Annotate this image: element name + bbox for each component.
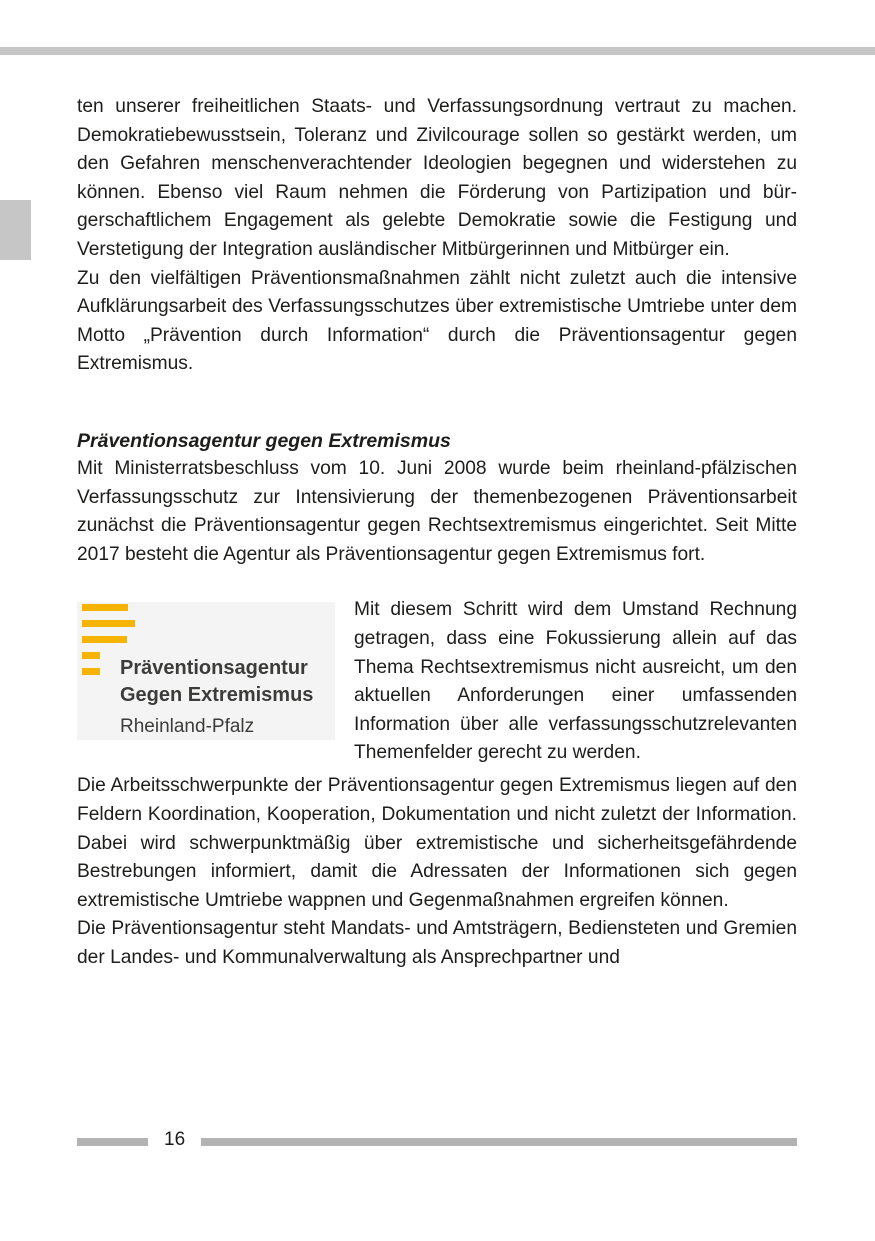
logo-bar-4 (82, 652, 100, 659)
body-paragraph-5: Die Arbeitsschwerpunkte der Präventionsagentur gegen Extremismus liegen auf den Feldern Koordination, Kooperation, Dokumentation und nicht zuletzt der Information. Dabei wird schwerpunktmäßig über extremistische und sicherheitsgefährdende Bestrebungen informiert, damit die Adressaten der Informationen sich gegen extremistische Umtriebe wappnen und Gegenmaßnahmen ergreifen können. (77, 775, 797, 911)
logo-title-line-2: Gegen Extremismus (120, 684, 314, 707)
header-rule (0, 47, 875, 55)
body-paragraph-3: Mit Ministerratsbeschluss vom 10. Juni 2008 wurde beim rheinland-pfälzischen Verfassungsschutz zur Intensivierung der themenbezogenen Präventionsarbeit zunächst die Präventionsagentur gegen Rechtsextremismus eingerichtet. Seit Mitte 2017 besteht die Agentur als Präventionsagentur gegen Extremismus fort. (77, 457, 797, 565)
logo-side-text (354, 596, 797, 768)
logo-bar-2 (82, 620, 135, 627)
logo-bar-5 (82, 668, 100, 675)
body-paragraph-1: ten unserer freiheitlichen Staats- und Verfassungsordnung vertraut zu machen. Demokratiebewusstsein, Toleranz und Zivilcourage sollen so gestärkt werden, um den Gefahren menschenverachtender Ideologien begegnen und widerstehen zu können. Ebenso viel Raum nehmen die Förderung von Partizipation und bürgerschaftlichem Engagement als gelebte Demokratie sowie die Festigung und Verstetigung der Integration ausländischer Mitbürgerinnen und Mitbürger ein. (77, 96, 797, 260)
logo-subtitle: Rheinland-Pfalz (120, 716, 255, 738)
body-paragraph-4: Mit diesem Schritt wird dem Umstand Rechnung getragen, dass eine Fokussierung allein auf das Thema Rechtsextremismus nicht ausreicht, um den aktuellen Anforderungen einer umfassenden Information über alle verfassungsschutzrelevanten Themenfelder gerecht zu werden. (354, 599, 797, 764)
body-paragraph-2: Zu den vielfältigen Präventionsmaßnahmen zählt nicht zuletzt auch die intensive Aufklärungsarbeit des Verfassungsschutzes über extremistische Umtriebe unter dem Motto „Prävention durch Information“ durch die Präventionsagentur gegen Extremismus. (77, 267, 797, 375)
logo-bar-3 (82, 636, 127, 643)
body-paragraph-6: Die Präventionsagentur steht Mandats- und Amtsträgern, Bediensteten und Gremien der Landes- und Kommunalverwaltung als Ansprechpartner und (77, 918, 797, 968)
praeventionsagentur-logo (77, 602, 335, 740)
logo-row (77, 596, 797, 772)
section-heading: Präventionsagentur gegen Extremismus (77, 429, 451, 452)
page-number: 16 (164, 1129, 186, 1150)
chapter-tab-marker (0, 200, 31, 260)
logo-bar-1 (82, 604, 128, 611)
footer-rule-right (201, 1138, 797, 1146)
logo-title-line-1: Präventionsagentur (120, 657, 308, 680)
page-content (77, 93, 797, 972)
footer-rule-left (77, 1138, 148, 1146)
